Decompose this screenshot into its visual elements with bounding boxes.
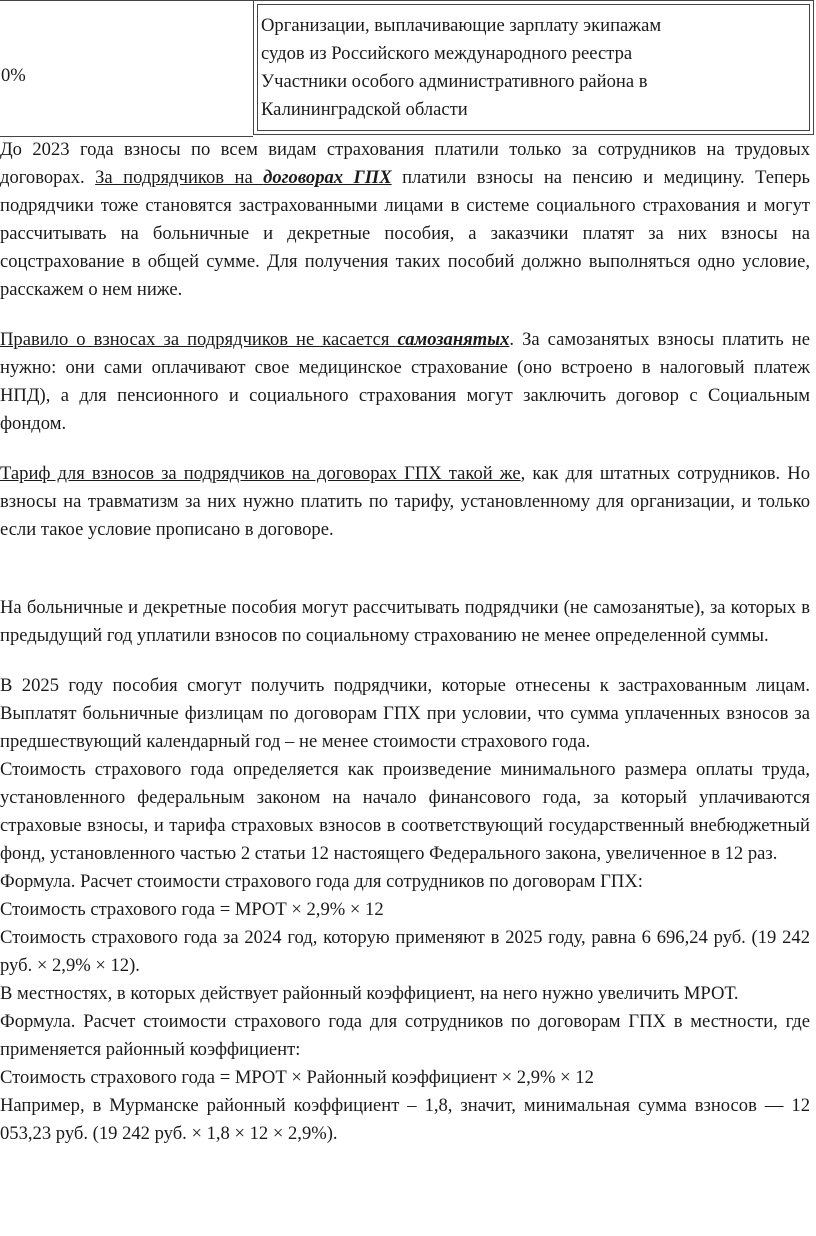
paragraph-2024-cost: Стоимость страхового года за 2024 год, которую применяют в 2025 году, равна 6 696,24 руб. (19 242 руб. × 2,9% × 12). [0, 927, 810, 976]
description-cell-inner [257, 4, 810, 131]
paragraph-self-employed: Правило о взносах за подрядчиков не касается самозанятых. За самозанятых взносы платить не нужно: они сами оплачивают свое медицинское страхование (оно встроено в налоговый платеж НПД), а для пенсионного и социального страхования могут заключить договор с Социальным фондом. [0, 329, 810, 434]
rate-value: 0% [1, 65, 26, 86]
rate-cell [0, 0, 253, 137]
formula-regional-title: Формула. Расчет стоимости страхового года для сотрудников по договорам ГПХ в местности, где применяется районный коэффициент: [0, 1011, 810, 1060]
description-line: Участники особого административного района в [261, 71, 648, 92]
paragraph-contractors-intro: До 2023 года взносы по всем видам страхования платили только за сотрудников на трудовых договорах. За подрядчиков на договорах ГПХ платили взносы на пенсию и медицину. Теперь подрядчики тоже становятся застрахованными лицами в системе социального страхования и могут рассчитывать на больничные и декретные пособия, а заказчики платят за них взносы на соцстрахование в общей сумме. Для получения таких пособий должно выполняться одно условие, расскажем о нем ниже. [0, 139, 810, 300]
description-cell [253, 0, 814, 135]
description-line: судов из Российского международного реестра [261, 43, 633, 64]
paragraph-murmansk-example: Например, в Мурманске районный коэффициент – 1,8, значит, минимальная сумма взносов — 12 053,23 руб. (19 242 руб. × 1,8 × 12 × 2,9%). [0, 1095, 810, 1144]
description-text [261, 12, 801, 124]
gph-contracts-link[interactable]: договорах ГПХ [263, 167, 392, 188]
rates-table [0, 0, 816, 135]
formula-title: Формула. Расчет стоимости страхового года для сотрудников по договорам ГПХ: [0, 871, 643, 892]
formula: Стоимость страхового года = МРОТ × 2,9% × 12 [0, 899, 384, 920]
description-line: Калининградской области [261, 99, 468, 120]
description-line: Организации, выплачивающие зарплату экипажам [261, 15, 662, 36]
document-body [0, 136, 810, 1148]
paragraph-insurance-year-definition: Стоимость страхового года определяется как произведение минимального размера оплаты труда, установленного федеральным законом на начало финансового года, за который уплачиваются страховые взносы, и тарифа страховых взносов в соответствующий государственный внебюджетный фонд, установленного частью 2 статьи 12 настоящего Федерального закона, увеличенное в 12 раз. [0, 759, 810, 864]
paragraph-regional-coefficient: В местностях, в которых действует районный коэффициент, на него нужно увеличить МРОТ. [0, 983, 739, 1004]
paragraph-tariff: Тариф для взносов за подрядчиков на договорах ГПХ такой же, как для штатных сотрудников. Но взносы на травматизм за них нужно платить по тарифу, установленному для организации, и только если такое условие прописано в договоре. [0, 463, 810, 540]
formula-regional: Стоимость страхового года = МРОТ × Районный коэффициент × 2,9% × 12 [0, 1067, 594, 1088]
paragraph-2025-benefits: В 2025 году пособия смогут получить подрядчики, которые отнесены к застрахованным лицам. Выплатят больничные физлицам по договорам ГПХ при условии, что сумма уплаченных взносов за предшествующий календарный год – не менее стоимости страхового года. [0, 675, 810, 752]
paragraph-benefits: На больничные и декретные пособия могут рассчитывать подрядчики (не самозанятые), за которых в предыдущий год уплатили взносов по социальному страхованию не менее определенной суммы. [0, 597, 810, 646]
self-employed-link[interactable]: самозанятых [397, 329, 510, 350]
